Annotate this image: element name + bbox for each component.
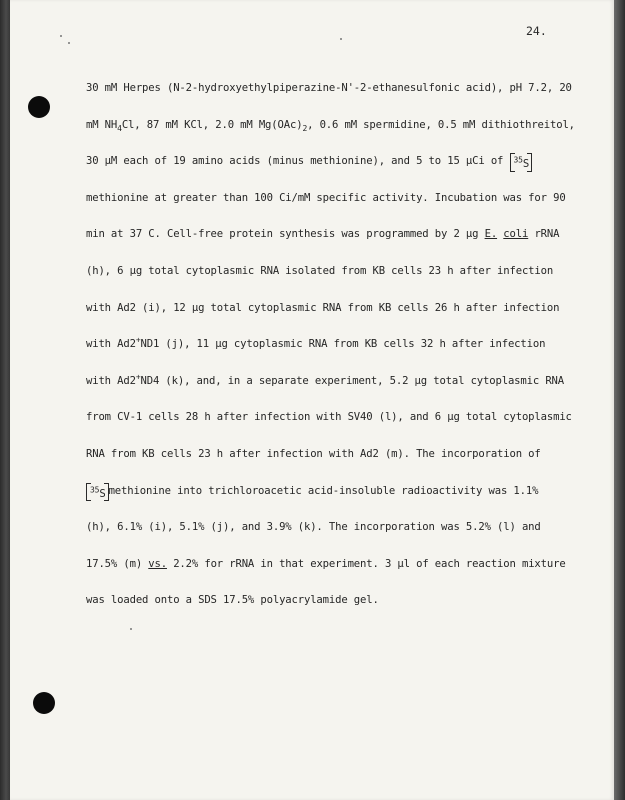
methods-paragraph: [86, 70, 586, 619]
text-span: methionine into trichloroacetic acid-insoluble radioactivity was 1.1%: [108, 484, 539, 497]
isotope-mass: 35: [513, 155, 523, 165]
text-span: 2.2% for rRNA in that experiment. 3 μl of each reaction mixture: [166, 557, 566, 570]
text-line: [86, 436, 586, 473]
text-line: [86, 107, 586, 144]
underlined-vs: vs.: [148, 557, 167, 570]
paper-speck: [60, 35, 62, 37]
isotope-bracket: [86, 483, 109, 502]
punch-hole-top: [28, 96, 50, 118]
text-span: Cl, 87 mM KCl, 2.0 mM Mg(OAc): [121, 118, 303, 131]
text-span: ND1 (j), 11 μg cytoplasmic RNA from KB cells 32 h after infection: [140, 338, 546, 351]
text-span: 17.5% (m): [86, 557, 149, 570]
text-line: [86, 143, 586, 180]
text-line: [86, 399, 586, 436]
isotope-bracket: [510, 153, 533, 172]
underlined-species: coli: [503, 228, 529, 241]
text-span: 30 μM each of 19 amino acids (minus methionine), and 5 to 15 μCi of: [86, 155, 510, 168]
text-span: with Ad2 (i), 12 μg total cytoplasmic RNA from KB cells 26 h after infection: [86, 301, 560, 314]
isotope-mass: 35: [90, 485, 100, 494]
text-span: , 0.6 mM spermidine, 0.5 mM dithiothreitol,: [307, 118, 575, 131]
text-span: rRNA: [528, 228, 560, 241]
punch-hole-bottom: [33, 692, 55, 714]
text-line: [86, 546, 586, 583]
text-line: [86, 509, 586, 546]
text-span: (h), 6 μg total cytoplasmic RNA isolated from KB cells 23 h after infection: [86, 264, 554, 277]
isotope-element: S: [522, 158, 530, 171]
text-line: [86, 582, 586, 619]
page-number: 24.: [526, 24, 547, 38]
text-span: was loaded onto a SDS 17.5% polyacrylamide gel.: [86, 594, 379, 607]
superscript: +: [135, 335, 141, 345]
text-line: [86, 253, 586, 290]
text-span: (h), 6.1% (i), 5.1% (j), and 3.9% (k). The incorporation was 5.2% (l) and: [86, 521, 541, 534]
text-line: [86, 290, 586, 327]
text-line: [86, 180, 586, 217]
underlined-genus: E.: [484, 228, 498, 241]
text-line: [86, 473, 586, 510]
text-span: RNA from KB cells 23 h after infection with Ad2 (m). The incorporation of: [86, 447, 541, 460]
text-span: mM NH: [86, 118, 118, 131]
paper-speck: [340, 38, 342, 40]
text-span: with Ad2: [86, 374, 136, 387]
text-span: from CV-1 cells 28 h after infection with SV40 (l), and 6 μg total cytoplasmic: [86, 411, 572, 424]
text-span: with Ad2: [86, 338, 136, 351]
paper-speck: [130, 628, 132, 630]
isotope-element: S: [99, 487, 106, 500]
text-line: [86, 326, 586, 363]
text-line: [86, 216, 586, 253]
text-span: methionine at greater than 100 Ci/mM specific activity. Incubation was for 90: [86, 191, 566, 204]
text-line: [86, 363, 586, 400]
superscript: +: [135, 372, 141, 382]
text-line: [86, 70, 586, 107]
text-span: ND4 (k), and, in a separate experiment, 5.2 μg total cytoplasmic RNA: [140, 374, 565, 387]
paper-speck: [68, 42, 70, 44]
text-span: min at 37 C. Cell-free protein synthesis was programmed by 2 μg: [86, 228, 485, 241]
subscript: 4: [117, 123, 122, 133]
text-span: 30 mM Herpes (N-2-hydroxyethylpiperazine-N'-2-ethanesulfonic acid), pH 7.2, 20: [86, 82, 572, 94]
subscript: 2: [302, 123, 308, 133]
page-edge-shadow: [614, 0, 625, 800]
